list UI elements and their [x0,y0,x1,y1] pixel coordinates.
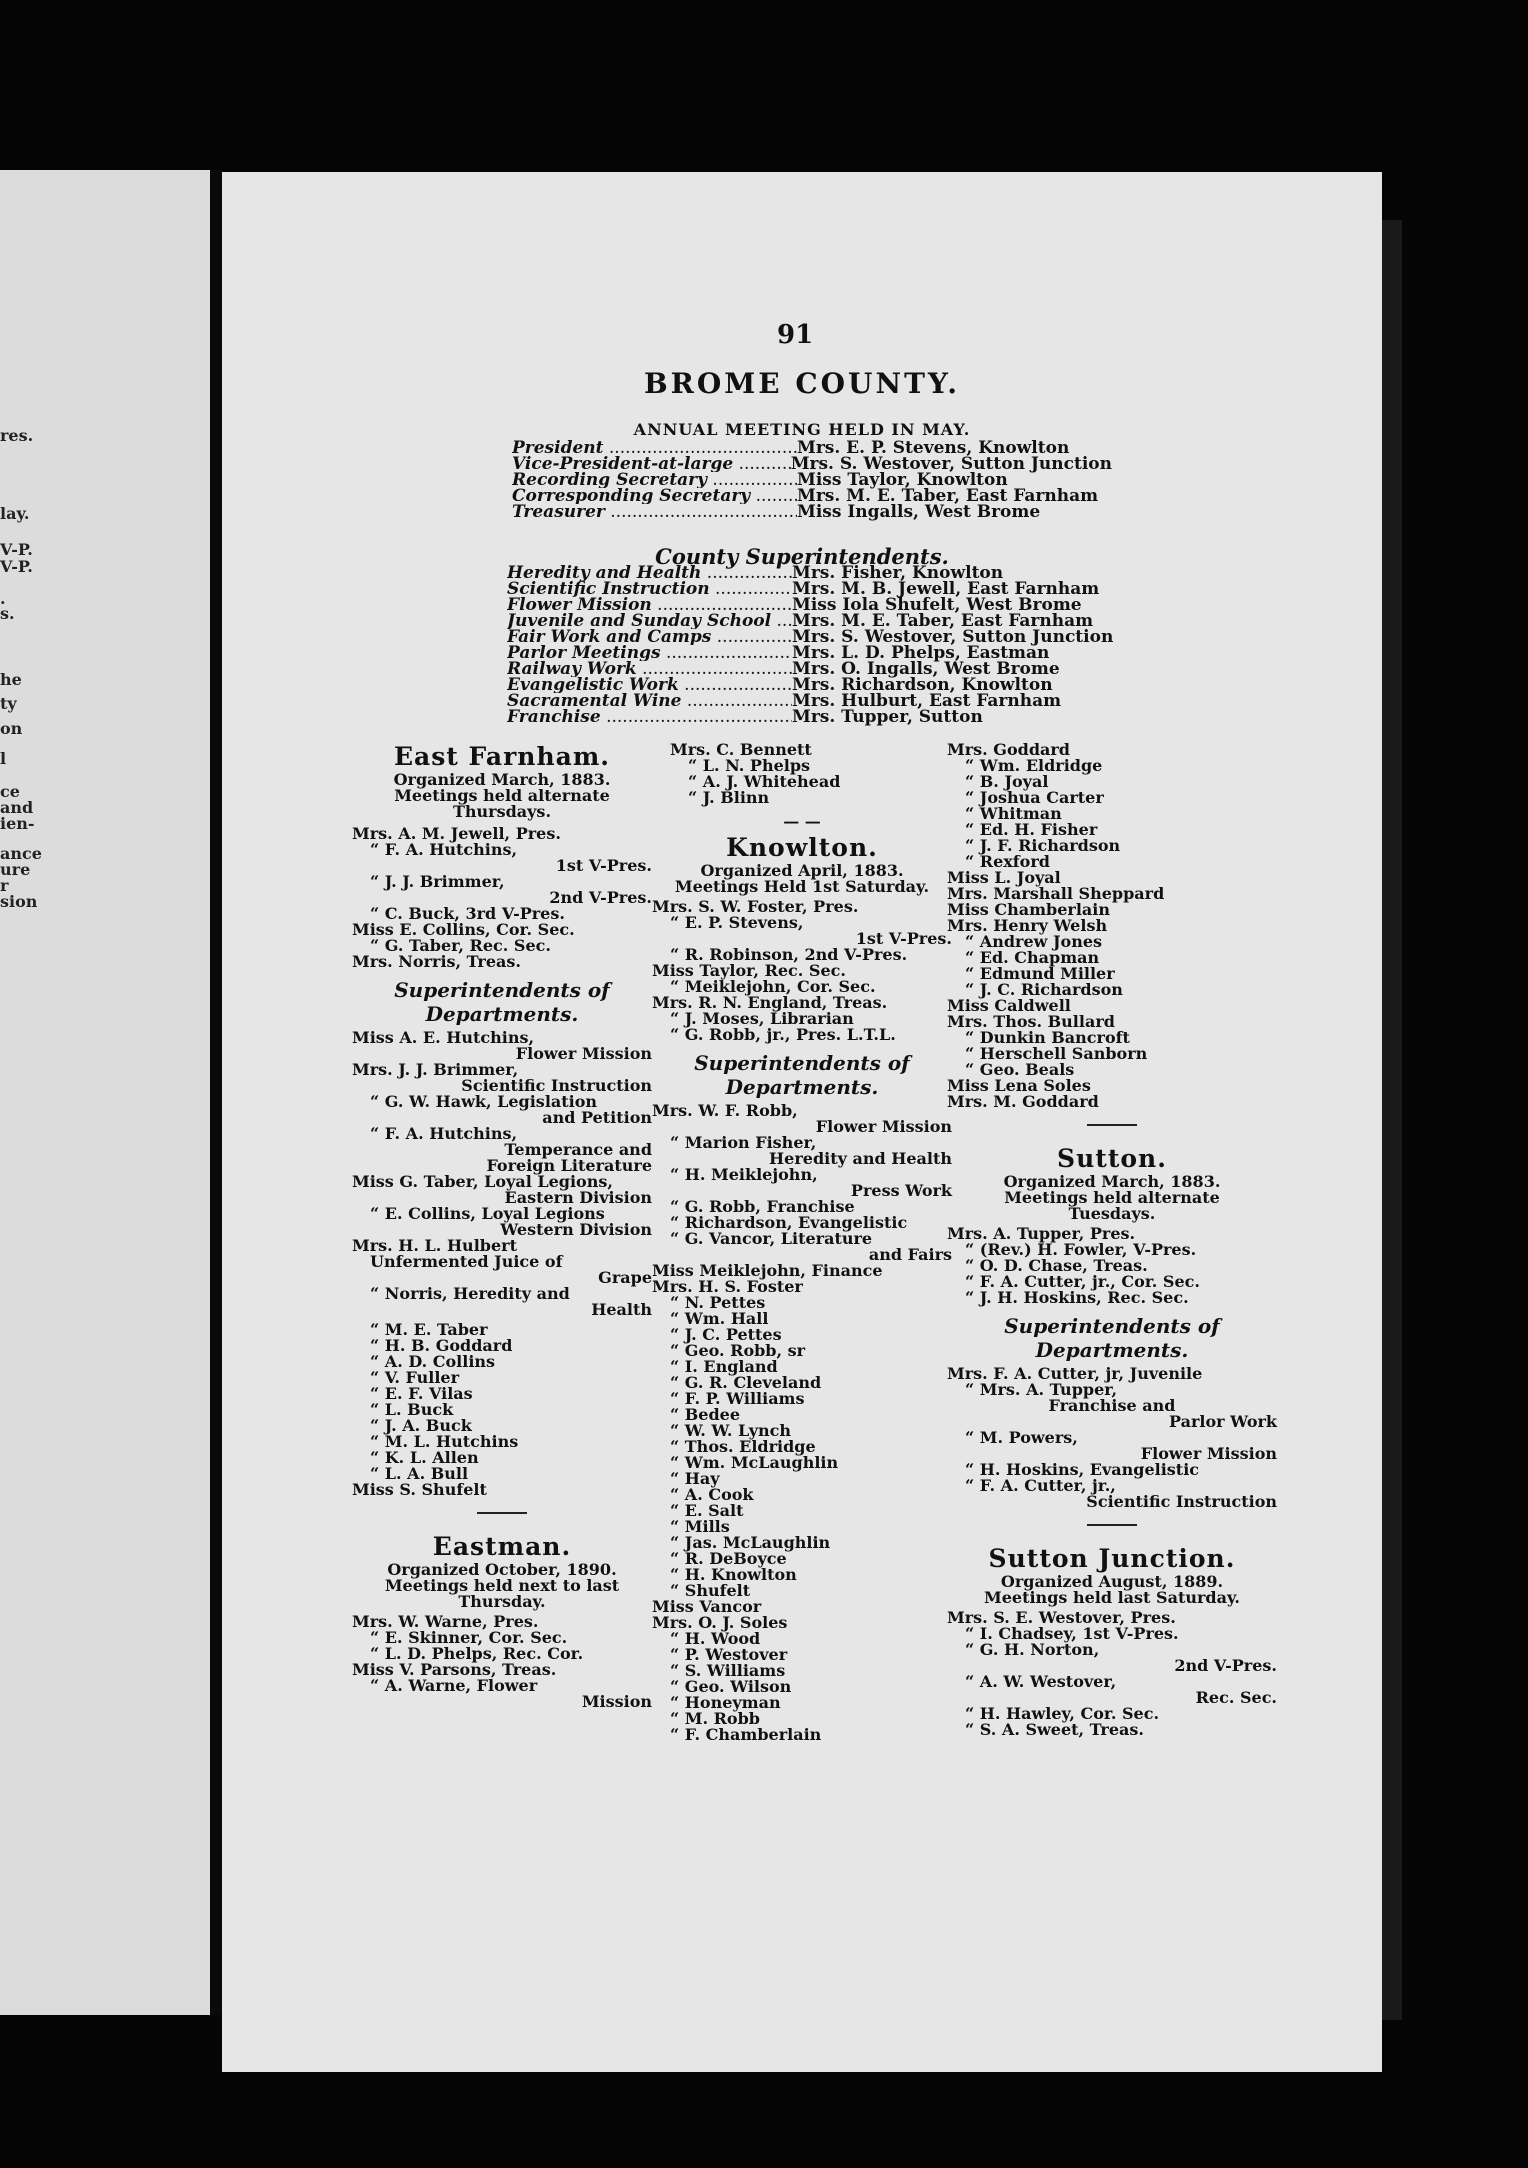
member-line: “ J. F. Richardson [965,836,1121,855]
superintendent-line: and Petition [542,1108,652,1127]
member-line: “ R. DeBoyce [670,1549,787,1568]
officer-line: Mrs. W. Warne, Pres. [352,1612,539,1631]
left-text-fragment: ien- [0,814,35,833]
section-divider [1087,1124,1137,1126]
document-page [222,172,1382,2072]
superintendent-line: “ E. Collins, Loyal Legions [370,1204,605,1223]
member-line: “ J. C. Pettes [670,1325,782,1344]
officer-line: Mrs. S. E. Westover, Pres. [947,1608,1176,1627]
officer-name: Miss Ingalls, West Brome [797,502,1041,522]
column-right [947,742,1277,1738]
superintendent-role: Parlor Meetings ..... [507,645,792,661]
superintendent-line: “ G. W. Hawk, Legislation [370,1092,598,1111]
member-line: Miss S. Shufelt [352,1480,487,1499]
member-line: “ H. B. Goddard [370,1336,513,1355]
officer-line: 1st V-Pres. [855,929,952,948]
officer-name: Mrs. M. E. Taber, East Farnham [797,486,1099,506]
meeting-schedule: Meetings Held 1st Saturday. [674,877,930,896]
officer-role: Vice-President-at-large ..... [512,456,791,472]
superintendent-line: Flower Mission [1140,1444,1277,1463]
superintendent-line: Miss G. Taber, Loyal Legions, [352,1172,613,1191]
officer-line: “ G. H. Norton, [965,1640,1100,1659]
member-line: “ Geo. Beals [965,1060,1075,1079]
superintendent-name: Mrs. L. D. Phelps, Eastman [792,643,1050,663]
superintendent-line: Franchise and [1048,1396,1176,1415]
member-line: “ Hay [670,1469,720,1488]
officer-line: “ G. Robb, jr., Pres. L.T.L. [670,1025,896,1044]
officer-line: Miss Taylor, Rec. Sec. [652,961,846,980]
officer-line: 2nd V-Pres. [1174,1656,1277,1675]
officer-line: Mrs. Norris, Treas. [352,952,521,971]
meeting-schedule: Meetings held last Saturday. [984,1588,1240,1607]
superintendents-heading: Superintendents of [394,978,610,1002]
organized-date: Organized March, 1883. [1003,1172,1221,1191]
member-line: “ E. F. Vilas [370,1384,473,1403]
superintendent-line: Foreign Literature [486,1156,652,1175]
branch-heading-sutton-junction: Sutton Junction. [988,1544,1236,1573]
organized-date: Organized October, 1890. [387,1560,617,1579]
left-text-fragment: V-P. [0,557,33,576]
superintendent-role: Scientific Instruction ..... [507,581,792,597]
superintendent-line: Miss Meiklejohn, Finance [652,1261,883,1280]
member-line: “ Herschell Sanborn [965,1044,1148,1063]
meeting-schedule: Meetings held alternate [1004,1188,1220,1207]
officer-line: Rec. Sec. [1195,1688,1277,1707]
left-text-fragment: he [0,670,22,689]
superintendent-role: Fair Work and Camps ..... [507,629,792,645]
officer-line: Mrs. R. N. England, Treas. [652,993,888,1012]
superintendent-line: and Fairs [868,1245,952,1264]
superintendent-line: “ Richardson, Evangelistic [670,1213,908,1232]
superintendent-line: Mrs. F. A. Cutter, jr, Juvenile [947,1364,1203,1383]
officer-line: “ C. Buck, 3rd V-Pres. [370,904,565,923]
member-line: “ Thos. Eldridge [670,1437,816,1456]
county-superintendents-heading: County Superintendents. [655,544,949,569]
officer-name: Mrs. E. P. Stevens, Knowlton [797,438,1070,458]
superintendent-line: Mrs. J. J. Brimmer, [352,1060,519,1079]
left-text-fragment: sion [0,892,38,911]
superintendent-line: Mrs. W. F. Robb, [652,1101,798,1120]
member-line: “ W. W. Lynch [670,1421,791,1440]
member-line: “ Ed. H. Fisher [965,820,1098,839]
member-line: Mrs. H. S. Foster [652,1277,803,1296]
page-title: BROME COUNTY. [643,367,961,400]
officer-role: Treasurer ..... [512,504,797,520]
section-divider [477,1512,527,1514]
member-line: “ Edmund Miller [965,964,1115,983]
left-text-fragment: lay. [0,504,30,523]
meeting-schedule: Thursdays. [452,802,552,821]
member-line: “ Rexford [965,852,1050,871]
member-line: “ Whitman [965,804,1062,823]
superintendent-line: “ H. Hoskins, Evangelistic [965,1460,1200,1479]
superintendent-line: “ G. Vancor, Literature [670,1229,873,1248]
superintendents-heading: Superintendents of [694,1051,910,1075]
member-line: Mrs. Henry Welsh [947,916,1108,935]
member-line: “ Mills [670,1517,730,1536]
superintendent-name: Mrs. M. B. Jewell, East Farnham [792,579,1100,599]
officer-name: Miss Taylor, Knowlton [797,470,1008,490]
left-text-fragment: s. [0,604,15,623]
officer-line: Mrs. A. M. Jewell, Pres. [352,824,561,843]
superintendents-heading: Departments. [725,1075,879,1099]
officer-line: “ E. Skinner, Cor. Sec. [370,1628,568,1647]
officer-line: “ E. P. Stevens, [670,913,804,932]
superintendent-name: Mrs. O. Ingalls, West Brome [792,659,1060,679]
officer-line: “ G. Taber, Rec. Sec. [370,936,551,955]
organized-date: Organized April, 1883. [700,861,904,880]
officer-line: “ J. Moses, Librarian [670,1009,854,1028]
superintendent-role: Evangelistic Work ..... [507,677,792,693]
member-line: “ Geo. Wilson [670,1677,792,1696]
member-line: “ J. Blinn [688,788,770,807]
member-line: “ V. Fuller [370,1368,460,1387]
member-line: “ A. J. Whitehead [688,772,841,791]
column-left [352,742,652,1710]
member-line: Mrs. Thos. Bullard [947,1012,1115,1031]
member-line: “ A. D. Collins [370,1352,496,1371]
member-line: “ M. E. Taber [370,1320,488,1339]
superintendent-line: Flower Mission [515,1044,652,1063]
superintendent-line: Mrs. H. L. Hulbert [352,1236,517,1255]
member-line: “ Wm. Hall [670,1309,769,1328]
left-text-fragment: ty [0,694,17,713]
member-line: “ Wm. Eldridge [965,756,1103,775]
member-line: Mrs. Goddard [947,740,1070,759]
superintendent-line: “ G. Robb, Franchise [670,1197,855,1216]
meeting-schedule: Thursday. [458,1592,546,1611]
officer-line: “ L. D. Phelps, Rec. Cor. [370,1644,584,1663]
member-line: “ L. N. Phelps [688,756,811,775]
superintendents-heading: Superintendents of [1004,1314,1220,1338]
superintendent-role: Franchise ..... [507,709,792,725]
superintendent-line: Unfermented Juice of [370,1252,563,1271]
officer-line: Mrs. S. W. Foster, Pres. [652,897,859,916]
organized-date: Organized August, 1889. [1000,1572,1224,1591]
superintendent-line: Miss A. E. Hutchins, [352,1028,535,1047]
superintendents-heading: Departments. [425,1002,579,1026]
member-line: Miss Vancor [652,1597,762,1616]
superintendent-name: Mrs. Tupper, Sutton [792,707,983,727]
officer-line: “ R. Robinson, 2nd V-Pres. [670,945,908,964]
superintendent-name: Mrs. Fisher, Knowlton [792,563,1004,583]
member-line: Miss L. Joyal [947,868,1061,887]
officer-line: 2nd V-Pres. [549,888,652,907]
superintendent-name: Mrs. S. Westover, Sutton Junction [792,627,1114,647]
left-text-fragment: r [0,876,9,895]
officer-line: “ O. D. Chase, Treas. [965,1256,1148,1275]
member-line: “ Geo. Robb, sr [670,1341,806,1360]
officer-line: “ F. A. Cutter, jr., Cor. Sec. [965,1272,1200,1291]
superintendent-name: Mrs. M. E. Taber, East Farnham [792,611,1094,631]
member-line: “ M. Robb [670,1709,760,1728]
member-line: “ L. Buck [370,1400,454,1419]
member-line: “ M. L. Hutchins [370,1432,519,1451]
superintendent-line: “ M. Powers, [965,1428,1078,1447]
superintendent-role: Sacramental Wine ..... [507,693,792,709]
branch-heading-east-farnham: East Farnham. [393,742,611,771]
member-line: “ Dunkin Bancroft [965,1028,1130,1047]
superintendent-role: Railway Work ..... [507,661,792,677]
superintendent-line: Scientific Instruction [461,1076,652,1095]
superintendent-name: Mrs. Richardson, Knowlton [792,675,1053,695]
left-text-fragment: V-P. [0,540,33,559]
officer-row [512,504,1112,520]
member-line: “ Andrew Jones [965,932,1103,951]
superintendent-line: Eastern Division [504,1188,652,1207]
member-line: Mrs. Marshall Sheppard [947,884,1165,903]
officer-line: “ A. W. Westover, [965,1672,1117,1691]
officer-line: Mrs. A. Tupper, Pres. [947,1224,1136,1243]
superintendent-line: Grape [598,1268,652,1287]
superintendent-line: “ F. A. Hutchins, [370,1124,518,1143]
officer-name: Mrs. S. Westover, Sutton Junction [790,454,1112,474]
page-edge-shadow [1382,220,1402,2020]
member-line: Mrs. C. Bennett [670,740,812,759]
superintendent-line: Parlor Work [1169,1412,1277,1431]
section-divider [1087,1524,1137,1526]
superintendent-line: “ F. A. Cutter, jr., [965,1476,1116,1495]
superintendent-line: Flower Mission [815,1117,952,1136]
left-text-fragment: on [0,719,23,738]
superintendent-role: Juvenile and Sunday School ..... [507,613,792,629]
book-spine [210,170,222,2015]
superintendent-line: Press Work [850,1181,952,1200]
page-number: 91 [777,320,814,350]
member-line: “ I. England [670,1357,778,1376]
superintendent-line: Heredity and Health [769,1149,952,1168]
superintendent-line: Scientific Instruction [1086,1492,1277,1511]
officer-role: Recording Secretary ..... [512,472,797,488]
officer-line: 1st V-Pres. [555,856,652,875]
officer-line: “ F. A. Hutchins, [370,840,518,859]
county-officers-list [512,440,1112,520]
left-text-fragment: ance [0,844,42,863]
column-middle [652,742,952,1743]
member-line: “ H. Knowlton [670,1565,797,1584]
member-line: “ Wm. McLaughlin [670,1453,839,1472]
superintendent-row [507,709,1127,725]
section-dash: — — [783,812,821,831]
superintendent-line: “ Norris, Heredity and [370,1284,570,1303]
superintendent-role: Heredity and Health ..... [507,565,792,581]
member-line: “ N. Pettes [670,1293,766,1312]
member-line: Miss Lena Soles [947,1076,1091,1095]
member-line: “ A. Cook [670,1485,754,1504]
member-line: “ L. A. Bull [370,1464,469,1483]
left-page-fragment [0,170,210,2015]
officer-line: Miss E. Collins, Cor. Sec. [352,920,575,939]
officer-role: Corresponding Secretary ..... [512,488,797,504]
superintendent-name: Miss Iola Shufelt, West Brome [792,595,1082,615]
member-line: “ P. Westover [670,1645,788,1664]
meeting-schedule: Meetings held next to last [384,1576,620,1595]
left-text-fragment: . [0,589,6,608]
organized-date: Organized March, 1883. [393,770,611,789]
annual-meeting-note: ANNUAL MEETING HELD IN MAY. [633,420,971,439]
member-line: “ K. L. Allen [370,1448,479,1467]
member-line: “ H. Wood [670,1629,761,1648]
superintendent-line: “ H. Meiklejohn, [670,1165,818,1184]
officer-line: “ J. J. Brimmer, [370,872,505,891]
member-line: Mrs. M. Goddard [947,1092,1099,1111]
branch-heading-sutton: Sutton. [1057,1144,1167,1173]
left-text-fragment: ure [0,860,31,879]
member-line: “ Jas. McLaughlin [670,1533,831,1552]
officer-line: Mission [581,1692,652,1711]
left-text-fragment: l [0,749,7,768]
member-line: “ B. Joyal [965,772,1049,791]
member-line: “ Honeyman [670,1693,781,1712]
officer-line: “ Meiklejohn, Cor. Sec. [670,977,876,996]
superintendent-line: Temperance and [504,1140,652,1159]
superintendent-name: Mrs. Hulburt, East Farnham [792,691,1062,711]
superintendent-line: “ Marion Fisher, [670,1133,817,1152]
left-text-fragment: ce [0,782,20,801]
superintendents-heading: Departments. [1035,1338,1189,1362]
superintendent-line: Health [591,1300,652,1319]
member-line: “ Shufelt [670,1581,751,1600]
member-line: “ Bedee [670,1405,741,1424]
member-line: “ E. Salt [670,1501,744,1520]
branch-heading-knowlton: Knowlton. [726,833,878,862]
officer-line: Miss V. Parsons, Treas. [352,1660,557,1679]
member-line: “ J. A. Buck [370,1416,472,1435]
officer-line: “ J. H. Hoskins, Rec. Sec. [965,1288,1189,1307]
officer-line: “ A. Warne, Flower [370,1676,538,1695]
superintendent-line: “ Mrs. A. Tupper, [965,1380,1118,1399]
officer-line: “ S. A. Sweet, Treas. [965,1720,1144,1739]
superintendent-role: Flower Mission ..... [507,597,792,613]
officer-line: “ H. Hawley, Cor. Sec. [965,1704,1160,1723]
member-line: Miss Caldwell [947,996,1071,1015]
member-line: “ Ed. Chapman [965,948,1100,967]
branch-heading-eastman: Eastman. [432,1532,572,1561]
left-text-fragment: and [0,798,34,817]
county-superintendents-list [507,565,1127,725]
meeting-schedule: Tuesdays. [1068,1204,1156,1223]
member-line: “ Joshua Carter [965,788,1104,807]
officer-line: “ I. Chadsey, 1st V-Pres. [965,1624,1179,1643]
member-line: Miss Chamberlain [947,900,1110,919]
member-line: Mrs. O. J. Soles [652,1613,788,1632]
member-line: “ J. C. Richardson [965,980,1123,999]
officer-line: “ (Rev.) H. Fowler, V-Pres. [965,1240,1197,1259]
superintendent-line: Western Division [500,1220,652,1239]
member-line: “ G. R. Cleveland [670,1373,822,1392]
officer-role: President ..... [512,440,797,456]
member-line: “ F. P. Williams [670,1389,805,1408]
left-text-fragment: res. [0,426,34,445]
member-line: “ F. Chamberlain [670,1725,822,1744]
meeting-schedule: Meetings held alternate [394,786,610,805]
member-line: “ S. Williams [670,1661,786,1680]
